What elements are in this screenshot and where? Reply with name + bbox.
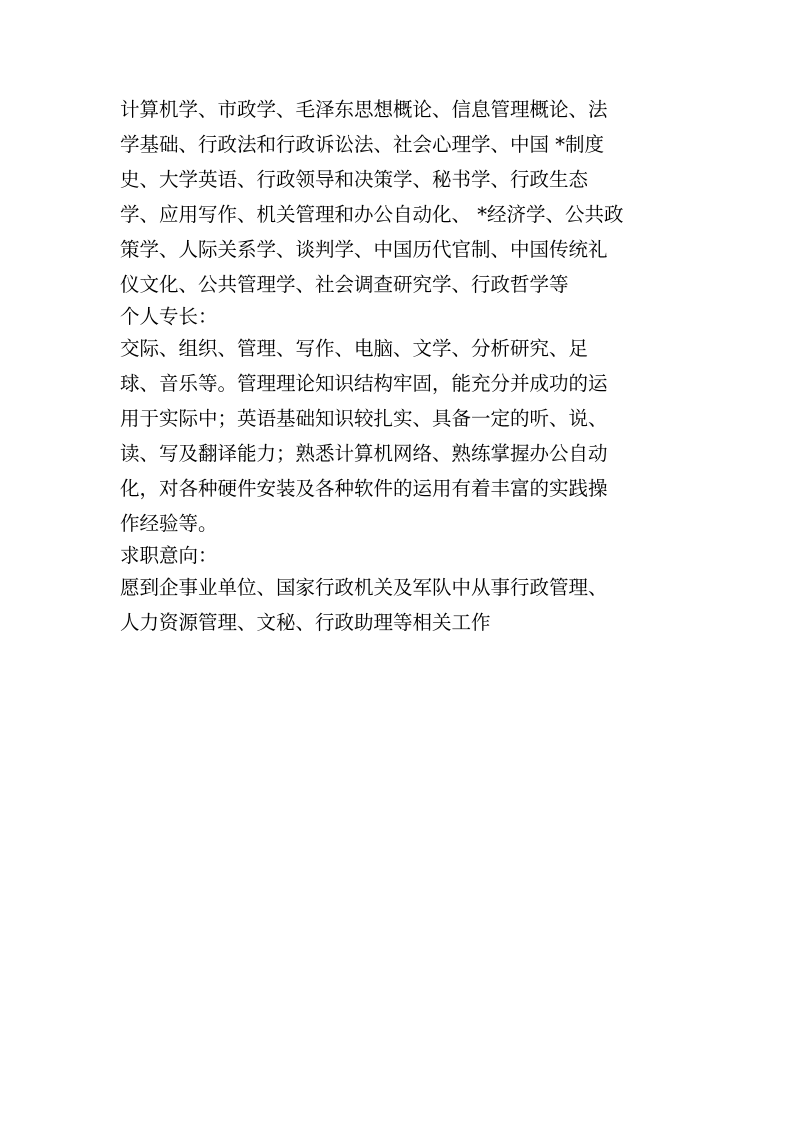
specialties-line: 读、写及翻译能力；熟悉计算机网络、熟练掌握办公自动 [120, 442, 608, 465]
specialties-line: 化，对各种硬件安装及各种软件的运用有着丰富的实践操 [120, 477, 608, 500]
courses-line: 史、大学英语、行政领导和决策学、秘书学、行政生态 [120, 168, 589, 191]
intention-line: 人力资源管理、文秘、行政助理等相关工作 [120, 611, 491, 634]
intention-heading: 求职意向： [120, 544, 218, 567]
specialties-line: 球、音乐等。管理理论知识结构牢固，能充分并成功的运 [120, 372, 608, 395]
courses-line: 策学、人际关系学、谈判学、中国历代官制、中国传统礼 [120, 238, 608, 261]
courses-paragraph [120, 92, 680, 302]
courses-line: 仪文化、公共管理学、社会调查研究学、行政哲学等 [120, 273, 569, 296]
courses-line: 计算机学、市政学、毛泽东思想概论、信息管理概论、法 [120, 98, 608, 121]
intention-line: 愿到企事业单位、国家行政机关及军队中从事行政管理、 [120, 576, 608, 599]
document-body [120, 92, 680, 640]
specialties-paragraph [120, 331, 680, 541]
specialties-line: 作经验等。 [120, 512, 218, 535]
specialties-heading: 个人专长： [120, 305, 218, 328]
courses-line: 学基础、行政法和行政诉讼法、社会心理学、中国 *制度 [120, 133, 604, 156]
specialties-line: 交际、组织、管理、写作、电脑、文学、分析研究、足 [120, 337, 589, 360]
specialties-line: 用于实际中；英语基础知识较扎实、具备一定的听、说、 [120, 407, 608, 430]
courses-line: 学、应用写作、机关管理和办公自动化、 *经济学、公共政 [120, 203, 624, 226]
intention-paragraph [120, 570, 680, 640]
